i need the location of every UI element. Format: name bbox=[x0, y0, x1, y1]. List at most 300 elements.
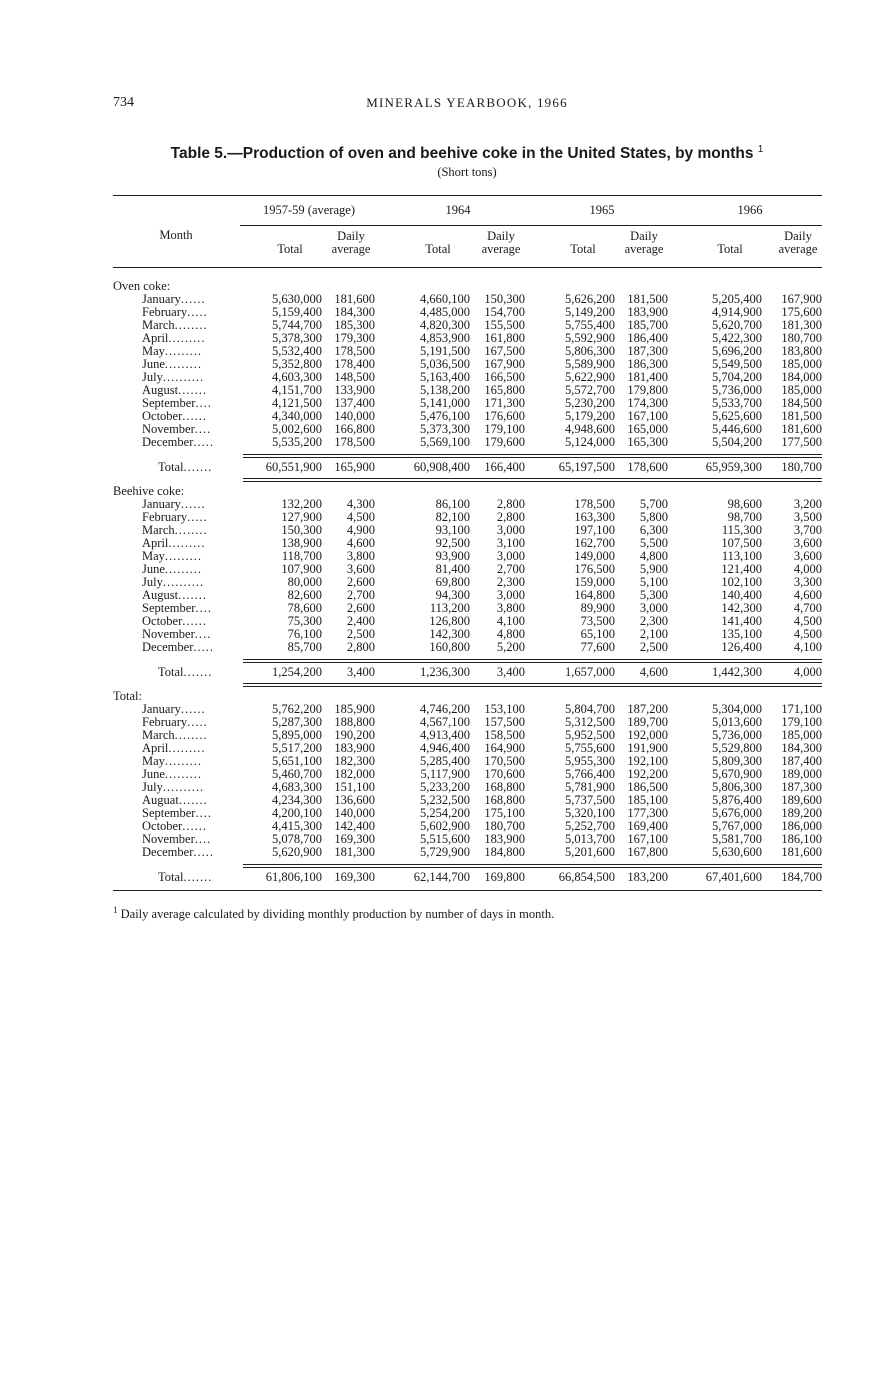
value-cell: 171,300 bbox=[484, 396, 525, 410]
month-label bbox=[113, 602, 243, 615]
value-cell: 2,500 bbox=[639, 640, 668, 654]
month-label bbox=[113, 716, 243, 729]
section-label: Total: bbox=[113, 690, 142, 703]
value-cell: 5,781,900 bbox=[565, 780, 615, 794]
dot-leader: ......... bbox=[164, 768, 203, 781]
month-label bbox=[113, 524, 243, 537]
value-cell: 179,600 bbox=[484, 435, 525, 449]
value-cell: 5,626,200 bbox=[565, 292, 615, 306]
value-cell: 5,233,200 bbox=[420, 780, 470, 794]
value-cell: 5,767,000 bbox=[712, 819, 762, 833]
month-label bbox=[113, 768, 243, 781]
value-cell: 5,320,100 bbox=[565, 806, 615, 820]
value-cell: 185,000 bbox=[781, 728, 822, 742]
value-cell: 176,600 bbox=[484, 409, 525, 423]
value-cell: 179,800 bbox=[627, 383, 668, 397]
subheader-daily-average: average bbox=[481, 242, 521, 256]
value-cell: 167,100 bbox=[627, 409, 668, 423]
total-row bbox=[113, 461, 822, 474]
value-cell: 179,100 bbox=[484, 422, 525, 436]
running-head: MINERALS YEARBOOK, 1966 bbox=[366, 95, 568, 110]
value-cell: 3,200 bbox=[793, 497, 822, 511]
value-cell: 5,201,600 bbox=[565, 845, 615, 859]
month-label bbox=[113, 807, 243, 820]
value-cell: 5,515,600 bbox=[420, 832, 470, 846]
value-cell: 4,900 bbox=[346, 523, 375, 537]
value-cell: 189,000 bbox=[781, 767, 822, 781]
value-cell: 4,415,300 bbox=[272, 819, 322, 833]
value-cell: 4,500 bbox=[793, 614, 822, 628]
value-cell: 136,600 bbox=[334, 793, 375, 807]
value-cell: 3,600 bbox=[793, 549, 822, 563]
month-name: January bbox=[142, 498, 181, 511]
value-cell: 4,600 bbox=[793, 588, 822, 602]
value-cell: 4,485,000 bbox=[420, 305, 470, 319]
footnote bbox=[113, 905, 822, 922]
total-value-cell: 184,700 bbox=[781, 870, 822, 884]
value-cell: 73,500 bbox=[580, 614, 615, 628]
value-cell: 5,312,500 bbox=[565, 715, 615, 729]
value-cell: 5,955,300 bbox=[565, 754, 615, 768]
value-cell: 5,232,500 bbox=[420, 793, 470, 807]
value-cell: 2,700 bbox=[346, 588, 375, 602]
value-cell: 140,000 bbox=[334, 806, 375, 820]
dot-leader: ...... bbox=[180, 293, 206, 306]
total-value-cell: 62,144,700 bbox=[413, 870, 470, 884]
value-cell: 5,895,000 bbox=[272, 728, 322, 742]
value-cell: 5,602,900 bbox=[420, 819, 470, 833]
value-cell: 5,159,400 bbox=[272, 305, 322, 319]
month-name: March bbox=[142, 729, 175, 742]
title-footnote-ref: 1 bbox=[757, 144, 764, 155]
value-cell: 149,000 bbox=[574, 549, 615, 563]
value-cell: 5,529,800 bbox=[712, 741, 762, 755]
month-label bbox=[113, 498, 243, 511]
total-value-cell: 3,400 bbox=[496, 665, 525, 679]
table-title-text: Table 5.—Production of oven and beehive coke in the United States, by months bbox=[170, 145, 754, 163]
dot-leader: ........ bbox=[174, 319, 208, 332]
value-cell: 5,422,300 bbox=[712, 331, 762, 345]
value-cell: 171,100 bbox=[781, 702, 822, 716]
value-cell: 181,400 bbox=[627, 370, 668, 384]
subheader-daily-average: average bbox=[331, 242, 371, 256]
value-cell: 175,100 bbox=[484, 806, 525, 820]
value-cell: 180,700 bbox=[781, 331, 822, 345]
month-label bbox=[113, 833, 243, 846]
month-label bbox=[113, 641, 243, 654]
dot-leader: ....... bbox=[178, 384, 207, 397]
value-cell: 184,300 bbox=[781, 741, 822, 755]
month-label bbox=[113, 755, 243, 768]
value-cell: 5,517,200 bbox=[272, 741, 322, 755]
value-cell: 4,100 bbox=[793, 640, 822, 654]
value-cell: 165,800 bbox=[484, 383, 525, 397]
value-cell: 113,200 bbox=[429, 601, 470, 615]
value-cell: 4,603,300 bbox=[272, 370, 322, 384]
dot-leader: ....... bbox=[178, 589, 207, 602]
value-cell: 187,300 bbox=[627, 344, 668, 358]
dot-leader: ...... bbox=[182, 410, 208, 423]
value-cell: 184,300 bbox=[334, 305, 375, 319]
value-cell: 5,205,400 bbox=[712, 292, 762, 306]
value-cell: 154,700 bbox=[484, 305, 525, 319]
value-cell: 5,549,500 bbox=[712, 357, 762, 371]
value-cell: 5,630,000 bbox=[272, 292, 322, 306]
value-cell: 159,000 bbox=[574, 575, 615, 589]
month-label bbox=[113, 628, 243, 641]
total-value-cell: 169,800 bbox=[484, 870, 525, 884]
dot-leader: .......... bbox=[162, 576, 205, 589]
value-cell: 167,100 bbox=[627, 832, 668, 846]
value-cell: 3,000 bbox=[496, 523, 525, 537]
value-cell: 113,100 bbox=[721, 549, 762, 563]
month-name: April bbox=[142, 332, 169, 345]
value-cell: 5,533,700 bbox=[712, 396, 762, 410]
value-cell: 5,285,400 bbox=[420, 754, 470, 768]
value-cell: 82,600 bbox=[287, 588, 322, 602]
value-cell: 5,876,400 bbox=[712, 793, 762, 807]
value-cell: 5,460,700 bbox=[272, 767, 322, 781]
dot-leader: ......... bbox=[164, 345, 203, 358]
value-cell: 5,254,200 bbox=[420, 806, 470, 820]
month-label bbox=[113, 703, 243, 716]
value-cell: 3,000 bbox=[496, 588, 525, 602]
value-cell: 2,800 bbox=[496, 497, 525, 511]
subheader-daily-average: average bbox=[624, 242, 664, 256]
value-cell: 181,500 bbox=[627, 292, 668, 306]
value-cell: 3,000 bbox=[496, 549, 525, 563]
month-name: January bbox=[142, 293, 181, 306]
value-cell: 5,200 bbox=[496, 640, 525, 654]
value-cell: 165,000 bbox=[627, 422, 668, 436]
value-cell: 135,100 bbox=[721, 627, 762, 641]
value-cell: 5,100 bbox=[639, 575, 668, 589]
month-name: February bbox=[142, 306, 188, 319]
total-value-cell: 61,806,100 bbox=[265, 870, 322, 884]
value-cell: 140,000 bbox=[334, 409, 375, 423]
value-cell: 86,100 bbox=[435, 497, 470, 511]
value-cell: 186,500 bbox=[627, 780, 668, 794]
value-cell: 185,100 bbox=[627, 793, 668, 807]
value-cell: 142,300 bbox=[429, 627, 470, 641]
value-cell: 3,800 bbox=[496, 601, 525, 615]
value-cell: 192,100 bbox=[627, 754, 668, 768]
month-label bbox=[113, 820, 243, 833]
value-cell: 183,900 bbox=[484, 832, 525, 846]
value-cell: 178,500 bbox=[334, 435, 375, 449]
month-label bbox=[113, 358, 243, 371]
total-value-cell: 180,700 bbox=[781, 460, 822, 474]
value-cell: 5,696,200 bbox=[712, 344, 762, 358]
value-cell: 4,121,500 bbox=[272, 396, 322, 410]
total-value-cell: 60,551,900 bbox=[265, 460, 322, 474]
value-cell: 4,913,400 bbox=[420, 728, 470, 742]
month-name: June bbox=[142, 768, 165, 781]
dot-leader: ...... bbox=[180, 498, 206, 511]
dot-leader: ......... bbox=[164, 550, 203, 563]
dot-leader: ....... bbox=[183, 666, 213, 679]
value-cell: 3,600 bbox=[346, 562, 375, 576]
dot-leader: ..... bbox=[187, 511, 208, 524]
value-cell: 167,900 bbox=[781, 292, 822, 306]
value-cell: 5,744,700 bbox=[272, 318, 322, 332]
month-label bbox=[113, 423, 243, 436]
total-value-cell: 165,900 bbox=[334, 460, 375, 474]
value-cell: 5,036,500 bbox=[420, 357, 470, 371]
subheader-daily-average: average bbox=[778, 242, 818, 256]
month-name: February bbox=[142, 716, 188, 729]
month-name: January bbox=[142, 703, 181, 716]
value-cell: 5,762,200 bbox=[272, 702, 322, 716]
value-cell: 190,200 bbox=[334, 728, 375, 742]
value-cell: 4,820,300 bbox=[420, 318, 470, 332]
value-cell: 5,766,400 bbox=[565, 767, 615, 781]
value-cell: 162,700 bbox=[574, 536, 615, 550]
month-name: May bbox=[142, 345, 165, 358]
value-cell: 98,700 bbox=[727, 510, 762, 524]
dot-leader: ..... bbox=[193, 436, 214, 449]
value-cell: 169,400 bbox=[627, 819, 668, 833]
value-cell: 4,683,300 bbox=[272, 780, 322, 794]
value-cell: 187,300 bbox=[781, 780, 822, 794]
value-cell: 5,572,700 bbox=[565, 383, 615, 397]
value-cell: 121,400 bbox=[721, 562, 762, 576]
value-cell: 180,700 bbox=[484, 819, 525, 833]
subheader-daily-average: Daily bbox=[487, 229, 515, 243]
month-label bbox=[113, 729, 243, 742]
value-cell: 188,800 bbox=[334, 715, 375, 729]
value-cell: 5,078,700 bbox=[272, 832, 322, 846]
value-cell: 4,914,900 bbox=[712, 305, 762, 319]
value-cell: 169,300 bbox=[334, 832, 375, 846]
value-cell: 155,500 bbox=[484, 318, 525, 332]
month-name: September bbox=[142, 397, 196, 410]
value-cell: 5,252,700 bbox=[565, 819, 615, 833]
value-cell: 2,400 bbox=[346, 614, 375, 628]
value-cell: 5,676,000 bbox=[712, 806, 762, 820]
section-label: Oven coke: bbox=[113, 280, 171, 293]
month-name: October bbox=[142, 410, 183, 423]
value-cell: 78,600 bbox=[287, 601, 322, 615]
total-value-cell: 1,657,000 bbox=[565, 665, 615, 679]
value-cell: 5,806,300 bbox=[712, 780, 762, 794]
dot-leader: .... bbox=[194, 833, 212, 846]
value-cell: 5,952,500 bbox=[565, 728, 615, 742]
value-cell: 181,600 bbox=[334, 292, 375, 306]
value-cell: 102,100 bbox=[721, 575, 762, 589]
value-cell: 82,100 bbox=[435, 510, 470, 524]
table-row bbox=[113, 436, 822, 449]
month-label bbox=[113, 436, 243, 449]
value-cell: 5,736,000 bbox=[712, 383, 762, 397]
value-cell: 150,300 bbox=[281, 523, 322, 537]
dot-leader: ......... bbox=[164, 358, 203, 371]
value-cell: 81,400 bbox=[435, 562, 470, 576]
value-cell: 5,804,700 bbox=[565, 702, 615, 716]
value-cell: 5,002,600 bbox=[272, 422, 322, 436]
value-cell: 174,300 bbox=[627, 396, 668, 410]
value-cell: 5,651,100 bbox=[272, 754, 322, 768]
dot-leader: ......... bbox=[168, 332, 206, 345]
value-cell: 179,100 bbox=[781, 715, 822, 729]
value-cell: 3,500 bbox=[793, 510, 822, 524]
value-cell: 183,900 bbox=[334, 741, 375, 755]
table-row bbox=[113, 846, 822, 859]
month-name: November bbox=[142, 423, 195, 436]
value-cell: 5,900 bbox=[639, 562, 668, 576]
value-cell: 3,300 bbox=[793, 575, 822, 589]
value-cell: 165,300 bbox=[627, 435, 668, 449]
value-cell: 5,163,400 bbox=[420, 370, 470, 384]
month-name: July bbox=[142, 781, 163, 794]
month-name: October bbox=[142, 615, 183, 628]
value-cell: 4,800 bbox=[639, 549, 668, 563]
value-cell: 168,800 bbox=[484, 780, 525, 794]
value-cell: 2,700 bbox=[496, 562, 525, 576]
value-cell: 5,700 bbox=[639, 497, 668, 511]
value-cell: 170,500 bbox=[484, 754, 525, 768]
value-cell: 4,660,100 bbox=[420, 292, 470, 306]
month-name: June bbox=[142, 358, 165, 371]
value-cell: 5,179,200 bbox=[565, 409, 615, 423]
total-label bbox=[113, 871, 243, 884]
value-cell: 5,532,400 bbox=[272, 344, 322, 358]
dot-leader: ......... bbox=[164, 755, 203, 768]
dot-leader: .... bbox=[195, 602, 212, 615]
value-cell: 181,300 bbox=[334, 845, 375, 859]
value-cell: 167,800 bbox=[627, 845, 668, 859]
value-cell: 185,300 bbox=[334, 318, 375, 332]
value-cell: 4,500 bbox=[793, 627, 822, 641]
value-cell: 5,800 bbox=[639, 510, 668, 524]
year-header-1966: 1966 bbox=[737, 203, 763, 217]
month-name: August bbox=[142, 384, 179, 397]
month-label bbox=[113, 794, 243, 807]
value-cell: 153,100 bbox=[484, 702, 525, 716]
value-cell: 181,600 bbox=[781, 422, 822, 436]
value-cell: 4,000 bbox=[793, 562, 822, 576]
dot-leader: ......... bbox=[164, 563, 203, 576]
month-name: December bbox=[142, 436, 194, 449]
dot-leader: ..... bbox=[187, 716, 208, 729]
value-cell: 75,300 bbox=[287, 614, 322, 628]
value-cell: 167,900 bbox=[484, 357, 525, 371]
dot-leader: ......... bbox=[168, 742, 206, 755]
value-cell: 85,700 bbox=[287, 640, 322, 654]
value-cell: 186,100 bbox=[781, 832, 822, 846]
value-cell: 185,000 bbox=[781, 383, 822, 397]
dot-leader: .......... bbox=[162, 781, 205, 794]
value-cell: 185,000 bbox=[781, 357, 822, 371]
month-label bbox=[113, 345, 243, 358]
value-cell: 5,446,600 bbox=[712, 422, 762, 436]
year-header-1964: 1964 bbox=[445, 203, 471, 217]
value-cell: 181,600 bbox=[781, 845, 822, 859]
value-cell: 187,400 bbox=[781, 754, 822, 768]
value-cell: 5,535,200 bbox=[272, 435, 322, 449]
value-cell: 178,400 bbox=[334, 357, 375, 371]
value-cell: 175,600 bbox=[781, 305, 822, 319]
value-cell: 77,600 bbox=[580, 640, 615, 654]
value-cell: 148,500 bbox=[334, 370, 375, 384]
value-cell: 178,500 bbox=[334, 344, 375, 358]
value-cell: 6,300 bbox=[639, 523, 668, 537]
month-name: August bbox=[142, 589, 179, 602]
month-name: December bbox=[142, 846, 194, 859]
value-cell: 142,400 bbox=[334, 819, 375, 833]
value-cell: 2,500 bbox=[346, 627, 375, 641]
value-cell: 69,800 bbox=[435, 575, 470, 589]
subheader-daily-average: Daily bbox=[337, 229, 365, 243]
table-body-block bbox=[113, 280, 822, 922]
total-value-cell: 169,300 bbox=[334, 870, 375, 884]
value-cell: 150,300 bbox=[484, 292, 525, 306]
total-value-cell: 3,400 bbox=[346, 665, 375, 679]
value-cell: 4,946,400 bbox=[420, 741, 470, 755]
value-cell: 5,729,900 bbox=[420, 845, 470, 859]
value-cell: 5,620,700 bbox=[712, 318, 762, 332]
value-cell: 140,400 bbox=[721, 588, 762, 602]
total-label-text: Total bbox=[158, 871, 184, 884]
month-label bbox=[113, 781, 243, 794]
subheader-daily-average: Daily bbox=[784, 229, 812, 243]
dot-leader: ...... bbox=[182, 820, 208, 833]
total-label bbox=[113, 666, 243, 679]
total-value-cell: 65,959,300 bbox=[705, 460, 762, 474]
value-cell: 160,800 bbox=[429, 640, 470, 654]
value-cell: 76,100 bbox=[287, 627, 322, 641]
month-label bbox=[113, 563, 243, 576]
value-cell: 185,700 bbox=[627, 318, 668, 332]
total-label-text: Total bbox=[158, 666, 184, 679]
value-cell: 141,400 bbox=[721, 614, 762, 628]
month-name: May bbox=[142, 755, 165, 768]
value-cell: 2,600 bbox=[346, 575, 375, 589]
month-label bbox=[113, 589, 243, 602]
value-cell: 5,138,200 bbox=[420, 383, 470, 397]
value-cell: 184,000 bbox=[781, 370, 822, 384]
month-name: April bbox=[142, 537, 169, 550]
value-cell: 118,700 bbox=[281, 549, 322, 563]
month-name: November bbox=[142, 833, 195, 846]
value-cell: 161,800 bbox=[484, 331, 525, 345]
value-cell: 92,500 bbox=[435, 536, 470, 550]
value-cell: 5,141,000 bbox=[420, 396, 470, 410]
table-top-rule bbox=[113, 195, 822, 196]
value-cell: 5,476,100 bbox=[420, 409, 470, 423]
value-cell: 177,300 bbox=[627, 806, 668, 820]
dot-leader: ...... bbox=[180, 703, 206, 716]
value-cell: 4,567,100 bbox=[420, 715, 470, 729]
value-cell: 107,500 bbox=[721, 536, 762, 550]
value-cell: 184,800 bbox=[484, 845, 525, 859]
total-row bbox=[113, 871, 822, 884]
total-value-cell: 4,600 bbox=[639, 665, 668, 679]
month-name: October bbox=[142, 820, 183, 833]
dot-leader: ..... bbox=[193, 846, 214, 859]
value-cell: 186,400 bbox=[627, 331, 668, 345]
month-label bbox=[113, 550, 243, 563]
value-cell: 4,853,900 bbox=[420, 331, 470, 345]
value-cell: 5,124,000 bbox=[565, 435, 615, 449]
value-cell: 98,600 bbox=[727, 497, 762, 511]
month-label bbox=[113, 576, 243, 589]
value-cell: 5,670,900 bbox=[712, 767, 762, 781]
value-cell: 5,013,600 bbox=[712, 715, 762, 729]
value-cell: 5,378,300 bbox=[272, 331, 322, 345]
value-cell: 167,500 bbox=[484, 344, 525, 358]
total-value-cell: 65,197,500 bbox=[558, 460, 615, 474]
